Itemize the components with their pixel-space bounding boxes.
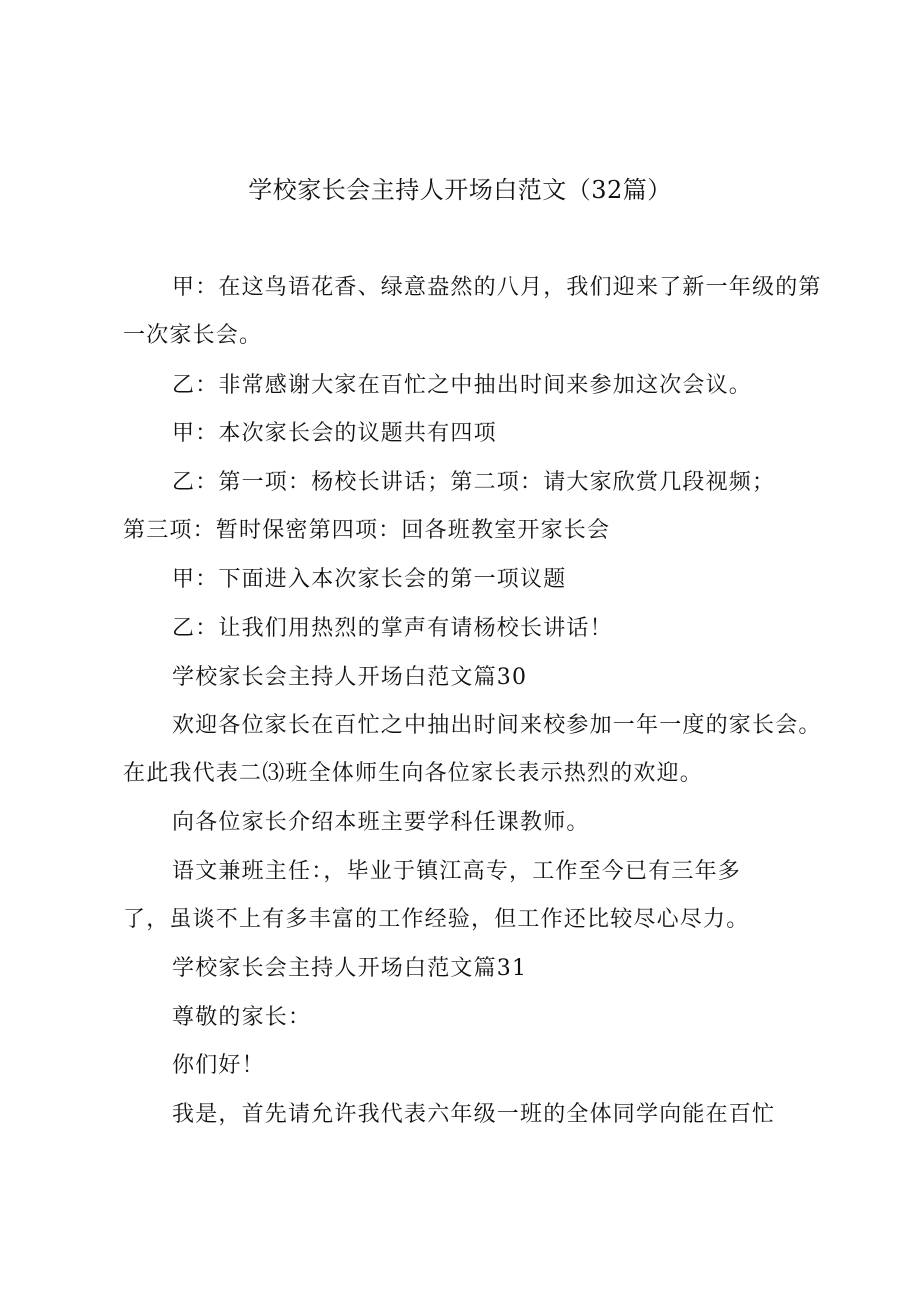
paragraph-line: 欢迎各位家长在百忙之中抽出时间来校参加一年一度的家长会。 — [172, 713, 822, 738]
paragraph-line: 乙：第一项：杨校长讲话；第二项：请大家欣赏几段视频； — [172, 470, 776, 495]
paragraph-line: 语文兼班主任：，毕业于镇江高专，工作至今已有三年多 — [172, 859, 742, 884]
paragraph-line: 第三项：暂时保密第四项：回各班教室开家长会 — [123, 518, 611, 543]
paragraph-line: 在此我代表二⑶班全体师生向各位家长表示热烈的欢迎。 — [123, 761, 704, 786]
paragraph-line: 甲：本次家长会的议题共有四项 — [172, 421, 497, 446]
paragraph-line: 甲：在这鸟语花香、绿意盎然的八月，我们迎来了新一年级的第 — [172, 275, 822, 300]
paragraph-line: 你们好！ — [172, 1053, 265, 1078]
paragraph-line: 向各位家长介绍本班主要学科任课教师。 — [172, 810, 590, 835]
paragraph-line: 甲：下面进入本次家长会的第一项议题 — [172, 567, 567, 592]
paragraph-line: 一次家长会。 — [123, 323, 263, 348]
paragraph-line: 乙：非常感谢大家在百忙之中抽出时间来参加这次会议。 — [172, 373, 753, 398]
section-heading: 学校家长会主持人开场白范文篇30 — [172, 665, 528, 690]
document-title: 学校家长会主持人开场白范文（32篇） — [248, 176, 672, 204]
section-heading: 学校家长会主持人开场白范文篇31 — [172, 956, 528, 981]
paragraph-line: 乙：让我们用热烈的掌声有请杨校长讲话！ — [172, 616, 613, 641]
paragraph-line: 了，虽谈不上有多丰富的工作经验，但工作还比较尽心尽力。 — [123, 907, 750, 932]
paragraph-line: 我是，首先请允许我代表六年级一班的全体同学向能在百忙 — [172, 1102, 776, 1127]
paragraph-line: 尊敬的家长： — [172, 1005, 312, 1030]
